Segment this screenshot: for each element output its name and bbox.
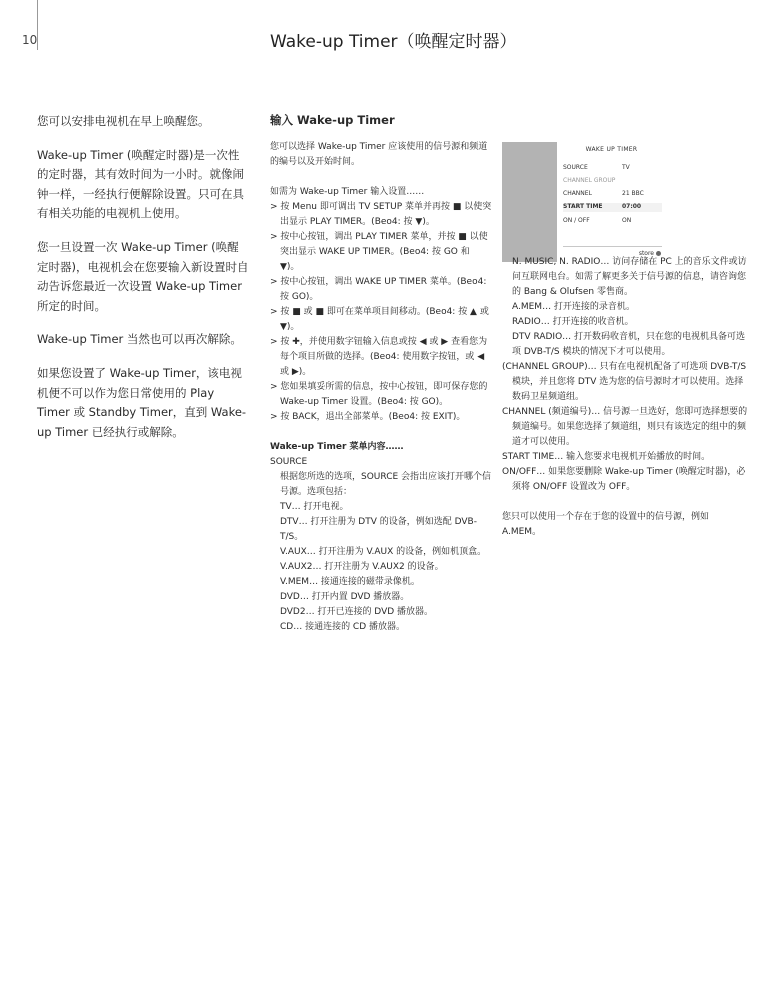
step-item: > 您如果填妥所需的信息，按中心按钮，即可保存您的 Wake-up Timer 设置。(Beo4: 按 GO)。 — [270, 382, 488, 407]
steps-heading: 如需为 Wake-up Timer 输入设置…… — [270, 187, 425, 197]
continued-column — [502, 255, 748, 540]
menu-row-value: ON — [622, 217, 632, 224]
section-heading: 输入 Wake-up Timer — [270, 113, 395, 127]
step-item: > 按 Menu 即可调出 TV SETUP 菜单并再按 ■ 以使突出显示 PLAY TIMER。(Beo4: 按 ▼)。 — [270, 202, 492, 227]
note: 您只可以使用一个存在于您的设置中的信号源，例如 A.MEM。 — [502, 512, 710, 537]
intro-column — [37, 112, 249, 456]
source-option: RADIO… 打开连接的收音机。 — [512, 317, 634, 327]
menu-row-start-time — [563, 203, 662, 212]
menu-row-source — [563, 164, 662, 173]
source-option: V.AUX… 打开注册为 V.AUX 的设备，例如机顶盒。 — [280, 547, 487, 557]
menu-row-channel — [563, 190, 662, 199]
source-option: N. MUSIC, N. RADIO… 访问存储在 PC 上的音乐文件或访问互联网电台。如需了解更多关于信号源的信息，请咨询您的 Bang & Olufsen 零售商。 — [512, 257, 747, 297]
menu-row-channel-group — [563, 177, 662, 186]
intro-paragraph: Wake-up Timer (唤醒定时器)是一次性的定时器，其有效时间为一小时。就像闹钟一样，一经执行便解除设置。只可在具有相关功能的电视机上使用。 — [37, 147, 244, 221]
wake-up-timer-menu — [557, 142, 666, 262]
source-option: V.MEM… 接通连接的磁带录像机。 — [280, 577, 420, 587]
source-option: DVD… 打开内置 DVD 播放器。 — [280, 592, 410, 602]
menu-row-key: CHANNEL — [563, 190, 592, 197]
intro-paragraph: 如果您设置了 Wake-up Timer，该电视机便不可以作为您日常使用的 Play Timer 或 Standby Timer，直到 Wake-up Timer 已经执行或解除。 — [37, 365, 247, 439]
source-option: CD… 接通连接的 CD 播放器。 — [280, 622, 406, 632]
store-label: store — [638, 250, 654, 257]
source-option: A.MEM… 打开连接的录音机。 — [512, 302, 635, 312]
menu-row-key: START TIME — [563, 203, 603, 210]
tv-menu-screenshot — [502, 142, 666, 262]
source-option: DVD2… 打开已连接的 DVD 播放器。 — [280, 607, 434, 617]
page-title: Wake-up Timer（唤醒定时器） — [270, 32, 517, 52]
menu-divider — [563, 246, 662, 247]
menu-contents-heading: Wake-up Timer 菜单内容…… — [270, 442, 404, 452]
source-option: V.AUX2… 打开注册为 V.AUX2 的设备。 — [280, 562, 444, 572]
menu-item-description: CHANNEL (频道编号)… 信号源一旦选好，您即可选择想要的频道编号。如果您选择了频道组，则只有该选定的组中的频道才可以使用。 — [502, 407, 748, 447]
step-item: > 按 BACK，退出全部菜单。(Beo4: 按 EXIT)。 — [270, 412, 466, 422]
menu-row-key: ON / OFF — [563, 217, 590, 224]
menu-row-key: CHANNEL GROUP — [563, 177, 616, 184]
source-option: DTV RADIO… 打开数码收音机，只在您的电视机具备可选项 DVB-T/S 模块的情况下才可以使用。 — [512, 332, 746, 357]
step-item: > 按中心按钮，调出 WAKE UP TIMER 菜单。(Beo4: 按 GO)。 — [270, 277, 487, 302]
menu-title: WAKE UP TIMER — [585, 146, 638, 153]
page-number: 10 — [22, 33, 38, 47]
step-item: > 按中心按钮，调出 PLAY TIMER 菜单，并按 ■ 以使突出显示 WAKE UP TIMER。(Beo4: 按 GO 和 ▼)。 — [270, 232, 488, 272]
menu-row-value: 21 BBC — [622, 190, 644, 197]
source-option: DTV… 打开注册为 DTV 的设备，例如选配 DVB-T/S。 — [280, 517, 477, 542]
intro-paragraph: 您可以安排电视机在早上唤醒您。 — [37, 114, 210, 128]
menu-item-description: (CHANNEL GROUP)… 只有在电视机配备了可选项 DVB-T/S 模块，并且您将 DTV 选为您的信号源时才可以使用。选择数码卫星频道组。 — [502, 362, 747, 402]
intro-paragraph: 您一旦设置一次 Wake-up Timer (唤醒定时器)，电视机会在您要输入新设置时自动告诉您最近一次设置 Wake-up Timer 所定的时间。 — [37, 239, 249, 313]
menu-row-key: SOURCE — [563, 164, 588, 171]
source-label: SOURCE — [270, 457, 308, 467]
source-intro: 根据您所选的选项，SOURCE 会指出应该打开哪个信号源。选项包括： — [280, 472, 492, 497]
entry-column — [270, 112, 492, 635]
step-item: > 按 ✚，并使用数字钮输入信息或按 ◀ 或 ▶ 查看您为每个项目所做的选择。(Beo4: 使用数字按钮，或 ◀ 或 ▶)。 — [270, 337, 488, 377]
menu-row-value: 07:00 — [622, 203, 642, 210]
section-intro: 您可以选择 Wake-up Timer 应该使用的信号源和频道的编号以及开始时间。 — [270, 142, 488, 167]
menu-item-description: ON/OFF… 如果您要删除 Wake-up Timer (唤醒定时器)，必须将 ON/OFF 设置改为 OFF。 — [502, 467, 746, 492]
step-item: > 按 ■ 或 ■ 即可在菜单项目间移动。(Beo4: 按 ▲ 或 ▼)。 — [270, 307, 489, 332]
intro-paragraph: Wake-up Timer 当然也可以再次解除。 — [37, 332, 242, 347]
source-option: TV… 打开电视。 — [280, 502, 349, 512]
menu-row-value: TV — [622, 164, 630, 171]
menu-item-description: START TIME… 输入您要求电视机开始播放的时间。 — [502, 452, 711, 462]
menu-row-on-off — [563, 217, 662, 226]
